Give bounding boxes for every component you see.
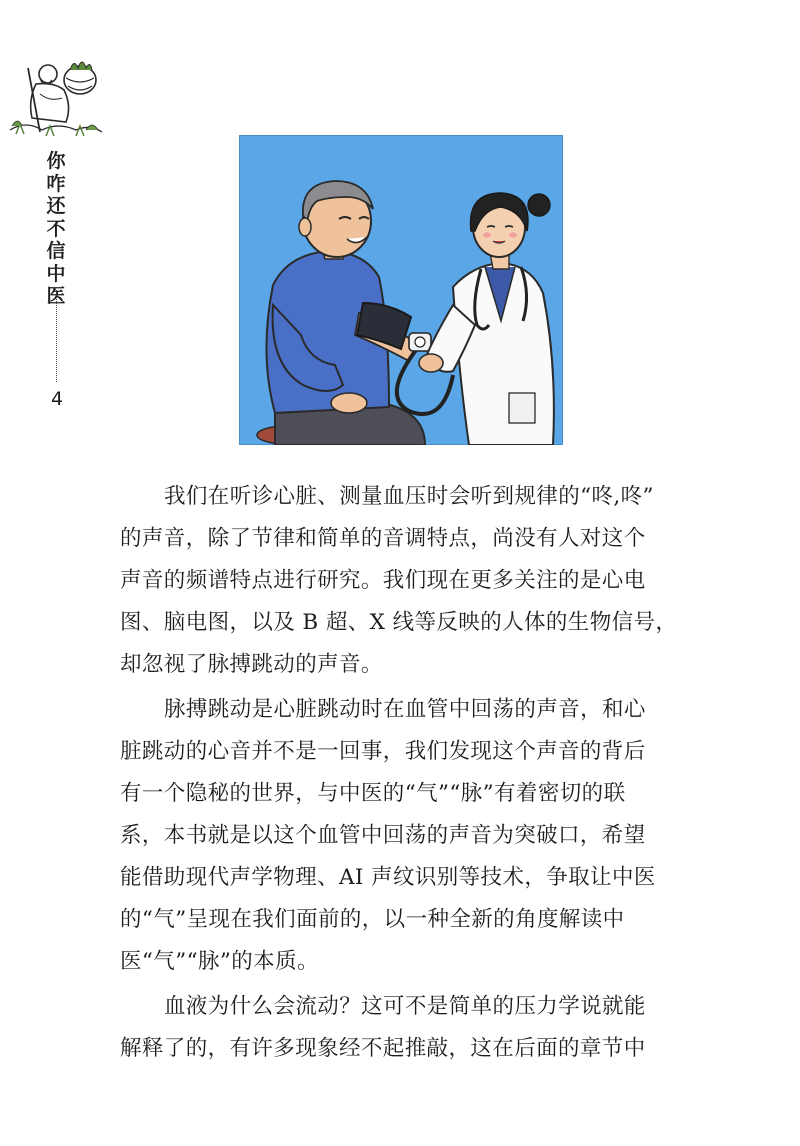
- text-line: 我们在听诊心脏、测量血压时会听到规律的“咚,咚”: [164, 484, 654, 509]
- body-text: [120, 476, 702, 1073]
- title-char: 医: [46, 285, 66, 307]
- title-char: 不: [46, 217, 66, 240]
- text-line: 解释了的，有许多现象经不起推敲，这在后面的章节中: [120, 1036, 646, 1061]
- text-line: 声音的频谱特点进行研究。我们现在更多关注的是心电: [120, 568, 646, 593]
- text-line: 能借助现代声学物理、AI 声纹识别等技术，争取让中医: [120, 865, 656, 890]
- text-line: 系，本书就是以这个血管中回荡的声音为突破口，希望: [120, 823, 646, 848]
- text-line: 有一个隐秘的世界，与中医的“气”“脉”有着密切的联: [120, 781, 626, 806]
- text-line: 医“气”“脉”的本质。: [120, 949, 319, 974]
- text-line: 的“气”呈现在我们面前的，以一种全新的角度解读中: [120, 907, 625, 932]
- paragraph: [120, 689, 702, 983]
- sage-illustration: [6, 50, 104, 142]
- title-char: 信: [46, 240, 66, 262]
- paragraph: [120, 476, 702, 686]
- running-title: [44, 150, 68, 308]
- text-line: 图、脑电图，以及 B 超、X 线等反映的人体的生物信号，: [120, 610, 678, 635]
- text-line: 却忽视了脉搏跳动的声音。: [120, 652, 383, 677]
- text-line: 脏跳动的心音并不是一回事，我们发现这个声音的背后: [120, 739, 646, 764]
- paragraph: [120, 986, 702, 1070]
- text-line: 的声音，除了节律和简单的音调特点，尚没有人对这个: [120, 526, 646, 551]
- text-line: 血液为什么会流动？这可不是简单的压力学说就能: [164, 994, 646, 1019]
- text-line: 脉搏跳动是心脏跳动时在血管中回荡的声音，和心: [164, 697, 646, 722]
- blood-pressure-illustration: [239, 135, 563, 445]
- title-char: 你: [46, 150, 66, 172]
- title-char: 中: [46, 262, 66, 285]
- running-title-rule: [56, 290, 57, 382]
- title-char: 咋: [46, 172, 66, 195]
- title-char: 还: [46, 195, 66, 217]
- page-number: 4: [50, 388, 64, 410]
